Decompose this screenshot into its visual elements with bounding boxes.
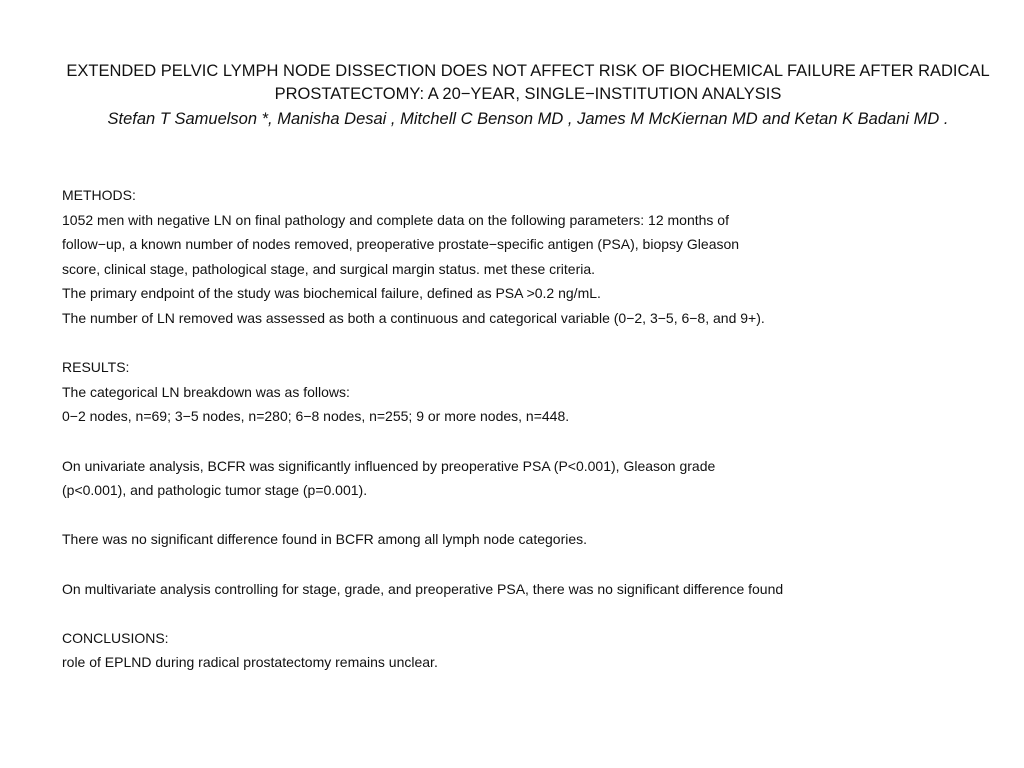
spacer [62,601,1002,626]
results-line-2: 0−2 nodes, n=69; 3−5 nodes, n=280; 6−8 nodes, n=255; 9 or more nodes, n=448. [62,408,570,425]
methods-line-2: follow−up, a known number of nodes removed, preoperative prostate−specific antigen (PSA), biopsy Gleason [62,236,740,253]
methods-line-1: 1052 men with negative LN on final pathology and complete data on the following parameters: 12 months of [62,211,729,228]
univariate-line-2: (p<0.001), and pathologic tumor stage (p=0.001). [62,482,368,499]
spacer [62,331,1002,356]
title-line-1: EXTENDED PELVIC LYMPH NODE DISSECTION DOES NOT AFFECT RISK OF BIOCHEMICAL FAILURE AFTER RADICAL [66,62,990,80]
authors: Stefan T Samuelson *, Manisha Desai , Mitchell C Benson MD , James M McKiernan MD and Ketan K Badani MD . [107,110,949,128]
conclusions-heading: CONCLUSIONS: [62,629,169,646]
methods-line-5: The number of LN removed was assessed as both a continuous and categorical variable (0−2, 3−5, 6−8, and 9+). [62,309,765,326]
title-line-2: PROSTATECTOMY: A 20−YEAR, SINGLE−INSTITUTION ANALYSIS [274,85,782,103]
spacer [62,429,1002,454]
spacer [62,552,1002,577]
methods-heading: METHODS: [62,187,136,203]
results-line-1: The categorical LN breakdown was as follows: [62,383,350,400]
methods-line-4: The primary endpoint of the study was biochemical failure, defined as PSA >0.2 ng/mL. [62,285,601,302]
abstract-body [62,183,1002,675]
methods-line-3: score, clinical stage, pathological stage, and surgical margin status. met these criteria. [62,260,596,277]
results-heading: RESULTS: [62,359,130,376]
univariate-line-1: On univariate analysis, BCFR was significantly influenced by preoperative PSA (P<0.001), Gleason grade [62,457,716,474]
multivariate-line: On multivariate analysis controlling for stage, grade, and preoperative PSA, there was no significant difference found [62,580,784,597]
no-difference-line: There was no significant difference found in BCFR among all lymph node categories. [62,531,588,548]
conclusions-line-1: role of EPLND during radical prostatectomy remains unclear. [62,654,438,671]
title-block [40,60,1016,132]
spacer [62,503,1002,528]
